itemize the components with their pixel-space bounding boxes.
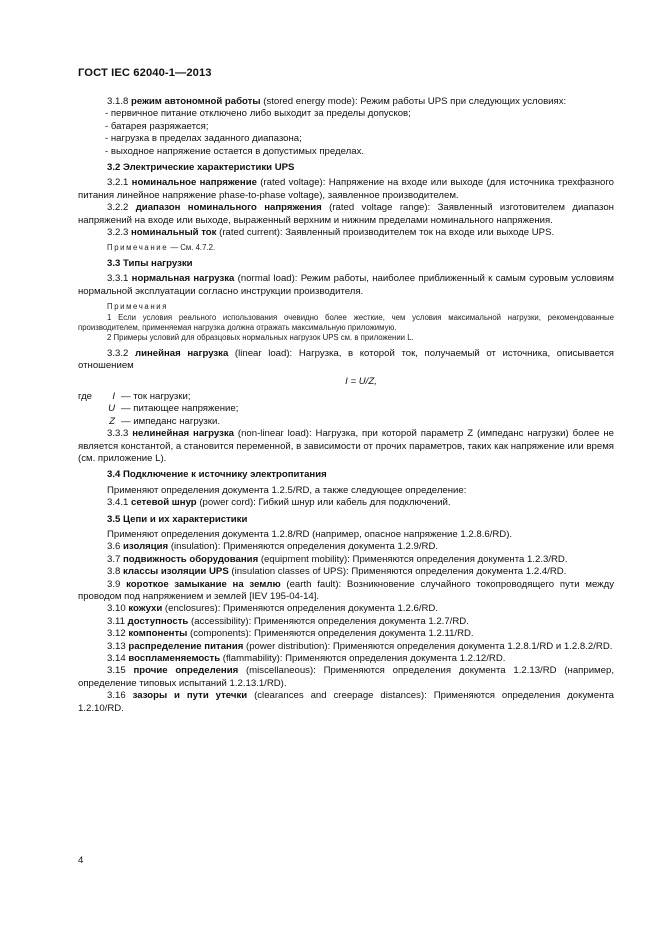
clause-number: 3.4.1 — [107, 497, 129, 509]
clause-text: (miscellaneous): Применяются определения документа 1.2.13/RD (например, определение типовых испытаний 1.2.13.1/RD). — [78, 665, 614, 689]
clause-term: классы изоляции UPS — [123, 566, 229, 578]
clause-text: (equipment mobility): Применяются определения документа 1.2.3/RD. — [258, 553, 568, 565]
clause-number: 3.11 — [107, 615, 125, 627]
variable-row — [78, 391, 614, 403]
clause-number: 3.7 — [107, 553, 121, 565]
clause-number: 3.3.3 — [107, 428, 129, 440]
clause-3-13 — [78, 641, 614, 653]
clause-3-6 — [78, 541, 614, 553]
clause-term: диапазон номинального напряжения — [135, 202, 322, 214]
section-intro: Применяют определения документа 1.2.8/RD (например, опасное напряжение 1.2.8.6/RD). — [107, 529, 513, 540]
clause-text: (insulation classes of UPS): Применяются определения документа 1.2.4/RD. — [228, 566, 567, 578]
clause-3-11 — [78, 616, 614, 628]
clause-number: 3.15 — [107, 665, 126, 677]
note-item: 1 Если условия реального использования очевидно более жесткие, чем условия максимальной нагрузки, рекомендованные производителем, применяемая нагрузка должна отражать максимальную приложимую. — [78, 312, 614, 332]
section-heading-3-4: 3.4 Подключение к источнику электропитания — [107, 469, 327, 481]
clause-number: 3.14 — [107, 653, 126, 665]
note-3-2-3 — [78, 243, 614, 253]
section-intro: Применяют определения документа 1.2.5/RD, а также следующее определение: — [107, 484, 467, 496]
clause-text: (stored energy mode): Режим работы UPS при следующих условиях: — [260, 96, 567, 107]
clause-term: компоненты — [128, 628, 188, 640]
clause-text: (components): Применяются определения документа 1.2.11/RD. — [187, 628, 474, 640]
clause-term: номинальное напряжение — [131, 177, 257, 189]
clause-3-4-1 — [78, 497, 614, 509]
section-heading-3-2: 3.2 Электрические характеристики UPS — [107, 162, 295, 174]
variable-description: — ток нагрузки; — [121, 390, 191, 402]
clause-text: (normal load): Режим работы, наиболее приближенный к самым суровым условиям нормальной эксплуатации согласно инструкции производителя. — [78, 273, 615, 297]
formula-text: I = U/Z, — [345, 375, 377, 387]
clause-text: (insulation): Применяются определения документа 1.2.9/RD. — [168, 541, 439, 553]
list-item: - выходное напряжение остается в допустимых пределах. — [105, 145, 365, 157]
clause-3-12 — [78, 628, 614, 640]
variable-symbol: Z — [109, 415, 115, 427]
clause-number: 3.3.2 — [107, 347, 129, 359]
list-item: - первичное питание отключено либо выходит за пределы допусков; — [105, 108, 411, 120]
clause-3-15 — [78, 665, 614, 690]
clause-term: подвижность оборудования — [123, 553, 259, 565]
variable-description: — импеданс нагрузки. — [121, 415, 221, 427]
where-label: где — [78, 390, 93, 402]
clause-term: воспламеняемость — [128, 653, 221, 665]
clause-term: номинальный ток — [131, 227, 217, 239]
clause-text: (accessibility): Применяются определения документа 1.2.7/RD. — [188, 615, 469, 627]
clause-3-3-3 — [78, 428, 614, 465]
clause-3-3-1 — [78, 273, 614, 298]
section-heading-3-5: 3.5 Цепи и их характеристики — [107, 513, 248, 525]
variable-row — [78, 403, 614, 415]
clause-number: 3.6 — [107, 541, 121, 553]
note-label: Примечание — [107, 243, 169, 253]
document-header: ГОСТ IEC 62040-1—2013 — [78, 67, 212, 79]
clause-text: (enclosures): Применяются определения документа 1.2.6/RD. — [162, 603, 439, 615]
page-number: 4 — [78, 855, 84, 866]
clause-term: кожухи — [128, 603, 163, 615]
note-item: 2 Примеры условий для образцовых нормальных нагрузок UPS см. в приложении L. — [107, 333, 414, 343]
clause-3-10 — [78, 603, 614, 615]
clause-3-2-1 — [78, 177, 614, 202]
clause-3-14 — [78, 653, 614, 665]
clause-3-8 — [78, 566, 614, 578]
clause-term: линейная нагрузка — [134, 347, 229, 359]
clause-number: 3.13 — [107, 640, 126, 652]
clause-number: 3.3.1 — [107, 273, 129, 285]
clause-3-7 — [78, 554, 614, 566]
clause-term: короткое замыкание на землю — [126, 578, 281, 590]
clause-number: 3.12 — [107, 628, 126, 640]
clause-number: 3.9 — [107, 578, 121, 590]
clause-number: 3.2.1 — [107, 177, 129, 189]
clause-text: (rated voltage): Напряжение на входе или выходе (для источника трехфазного питания линейное напряжение phase-to-phase voltage), заявленное производителем. — [78, 177, 614, 201]
clause-term: доступность — [127, 615, 189, 627]
clause-number: 3.8 — [107, 566, 121, 578]
clause-3-3-2 — [78, 348, 614, 373]
clause-number: 3.2.2 — [107, 202, 129, 214]
note-text: — См. 4.7.2. — [170, 243, 216, 253]
list-item: - батарея разряжается; — [105, 120, 209, 132]
variable-row — [78, 416, 614, 428]
clause-text: (linear load): Нагрузка, в которой ток, получаемый от источника, описывается отношением — [78, 347, 614, 372]
section-heading-3-3: 3.3 Типы нагрузки — [107, 257, 193, 269]
clause-term: распределение питания — [128, 640, 244, 652]
clause-term: нормальная нагрузка — [131, 273, 235, 285]
document-body — [78, 96, 614, 715]
clause-term: режим автономной работы — [131, 96, 261, 107]
clause-text: (flammability): Применяются определения документа 1.2.12/RD. — [220, 653, 506, 665]
clause-term: прочие определения — [133, 665, 239, 677]
formula — [78, 376, 614, 388]
clause-text: (rated voltage range): Заявленный изготовителем диапазон напряжений на входе или выходе, выраженный верхним и нижним пределами номинального напряжения. — [78, 202, 614, 226]
variable-symbol: U — [108, 403, 115, 415]
clause-3-2-3 — [78, 227, 614, 239]
variable-description: — питающее напряжение; — [121, 403, 239, 415]
clause-term: сетевой шнур — [131, 497, 197, 509]
variable-symbol: I — [112, 390, 115, 402]
clause-text: (power distribution): Применяются определения документа 1.2.8.1/RD и 1.2.8.2/RD. — [243, 640, 613, 652]
clause-number: 3.1.8 — [107, 96, 129, 107]
clause-term: нелинейная нагрузка — [132, 428, 234, 440]
clause-text: (power cord): Гибкий шнур или кабель для подключений. — [196, 497, 451, 509]
clause-term: зазоры и пути утечки — [132, 690, 248, 702]
clause-text: (rated current): Заявленный производителем ток на входе или выходе UPS. — [216, 227, 555, 239]
clause-3-2-2 — [78, 202, 614, 227]
clause-number: 3.2.3 — [107, 227, 129, 239]
clause-3-1-8 — [78, 96, 614, 108]
list-item: - нагрузка в пределах заданного диапазона; — [105, 133, 302, 145]
notes-label: Примечания — [107, 302, 169, 312]
clause-number: 3.10 — [107, 603, 126, 615]
clause-text: (earth fault): Возникновение случайного токопроводящего пути между проводом под напряжением и землей [IEV 195-04-14]. — [78, 578, 614, 603]
clause-3-9 — [78, 579, 614, 604]
clause-number: 3.16 — [107, 690, 126, 702]
clause-text: (clearances and creepage distances): Применяются определения документа 1.2.10/RD. — [78, 690, 614, 714]
clause-text: (non-linear load): Нагрузка, при которой параметр Z (импеданс нагрузки) более не является константой, а становится переменной, в зависимости от прочих параметров, таких как напряжение или время (см. приложение L). — [78, 428, 614, 464]
clause-term: изоляция — [123, 541, 169, 553]
clause-3-16 — [78, 690, 614, 715]
